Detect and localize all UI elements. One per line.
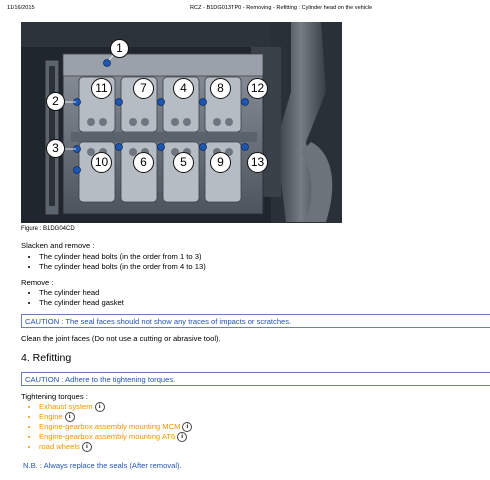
page-title: RCZ - B1DG013TP0 - Removing - Refitting : Cylinder head on the vehicle — [190, 5, 373, 11]
bolt-label-9: 9 — [210, 152, 231, 173]
torques-list — [21, 402, 192, 452]
link-road-wheels[interactable]: road wheels — [39, 442, 80, 451]
bolt-label-8: 8 — [210, 78, 231, 99]
torques-heading: Tightening torques : — [21, 392, 88, 401]
info-icon[interactable]: i — [82, 442, 92, 452]
link-engine[interactable]: Engine — [39, 412, 63, 421]
link-mounting-mcm[interactable]: Engine-gearbox assembly mounting MCM — [39, 422, 181, 431]
clean-note: Clean the joint faces (Do not use a cutting or abrasive tool). — [21, 334, 221, 343]
list-item: • The cylinder head bolts (in the order from 4 to 13) — [39, 262, 206, 272]
nb-note: N.B. : Always replace the seals (After removal). — [23, 461, 182, 470]
figure-caption: Figure : B1DG04CD — [21, 226, 75, 232]
bolt-label-10: 10 — [91, 152, 112, 173]
bolt-label-3: 3 — [46, 139, 65, 158]
bolt-label-12: 12 — [247, 78, 268, 99]
info-icon[interactable]: i — [182, 422, 192, 432]
info-icon[interactable]: i — [95, 402, 105, 412]
engine-figure — [21, 22, 342, 223]
print-date: 11/16/2015 — [7, 5, 35, 11]
info-icon[interactable]: i — [177, 432, 187, 442]
info-icon[interactable]: i — [65, 412, 75, 422]
bolt-label-13: 13 — [247, 152, 268, 173]
list-item: • The cylinder head — [39, 288, 124, 298]
bolt-label-4: 4 — [173, 78, 194, 99]
list-item: • The cylinder head gasket — [39, 298, 124, 308]
link-mounting-at6[interactable]: Engine-gearbox assembly mounting AT6 — [39, 432, 176, 441]
remove-heading: Remove : — [21, 278, 54, 287]
list-item: • The cylinder head bolts (in the order from 1 to 3) — [39, 252, 206, 262]
remove-list — [21, 288, 124, 308]
bolt-label-1: 1 — [110, 39, 129, 58]
bolt-label-2: 2 — [46, 92, 65, 111]
cylinder-head-diagram — [21, 22, 342, 223]
slacken-list — [21, 252, 206, 272]
bolt-label-6: 6 — [133, 152, 154, 173]
slacken-heading: Slacken and remove : — [21, 241, 95, 250]
link-exhaust-system[interactable]: Exhaust system — [39, 402, 93, 411]
bolt-label-7: 7 — [133, 78, 154, 99]
bolt-label-5: 5 — [173, 152, 194, 173]
caution-seal-faces: CAUTION : The seal faces should not show any traces of impacts or scratches. — [21, 314, 490, 328]
refitting-heading: 4. Refitting — [21, 352, 72, 364]
caution-torques: CAUTION : Adhere to the tightening torques. — [21, 372, 490, 386]
bolt-label-11: 11 — [91, 78, 112, 99]
